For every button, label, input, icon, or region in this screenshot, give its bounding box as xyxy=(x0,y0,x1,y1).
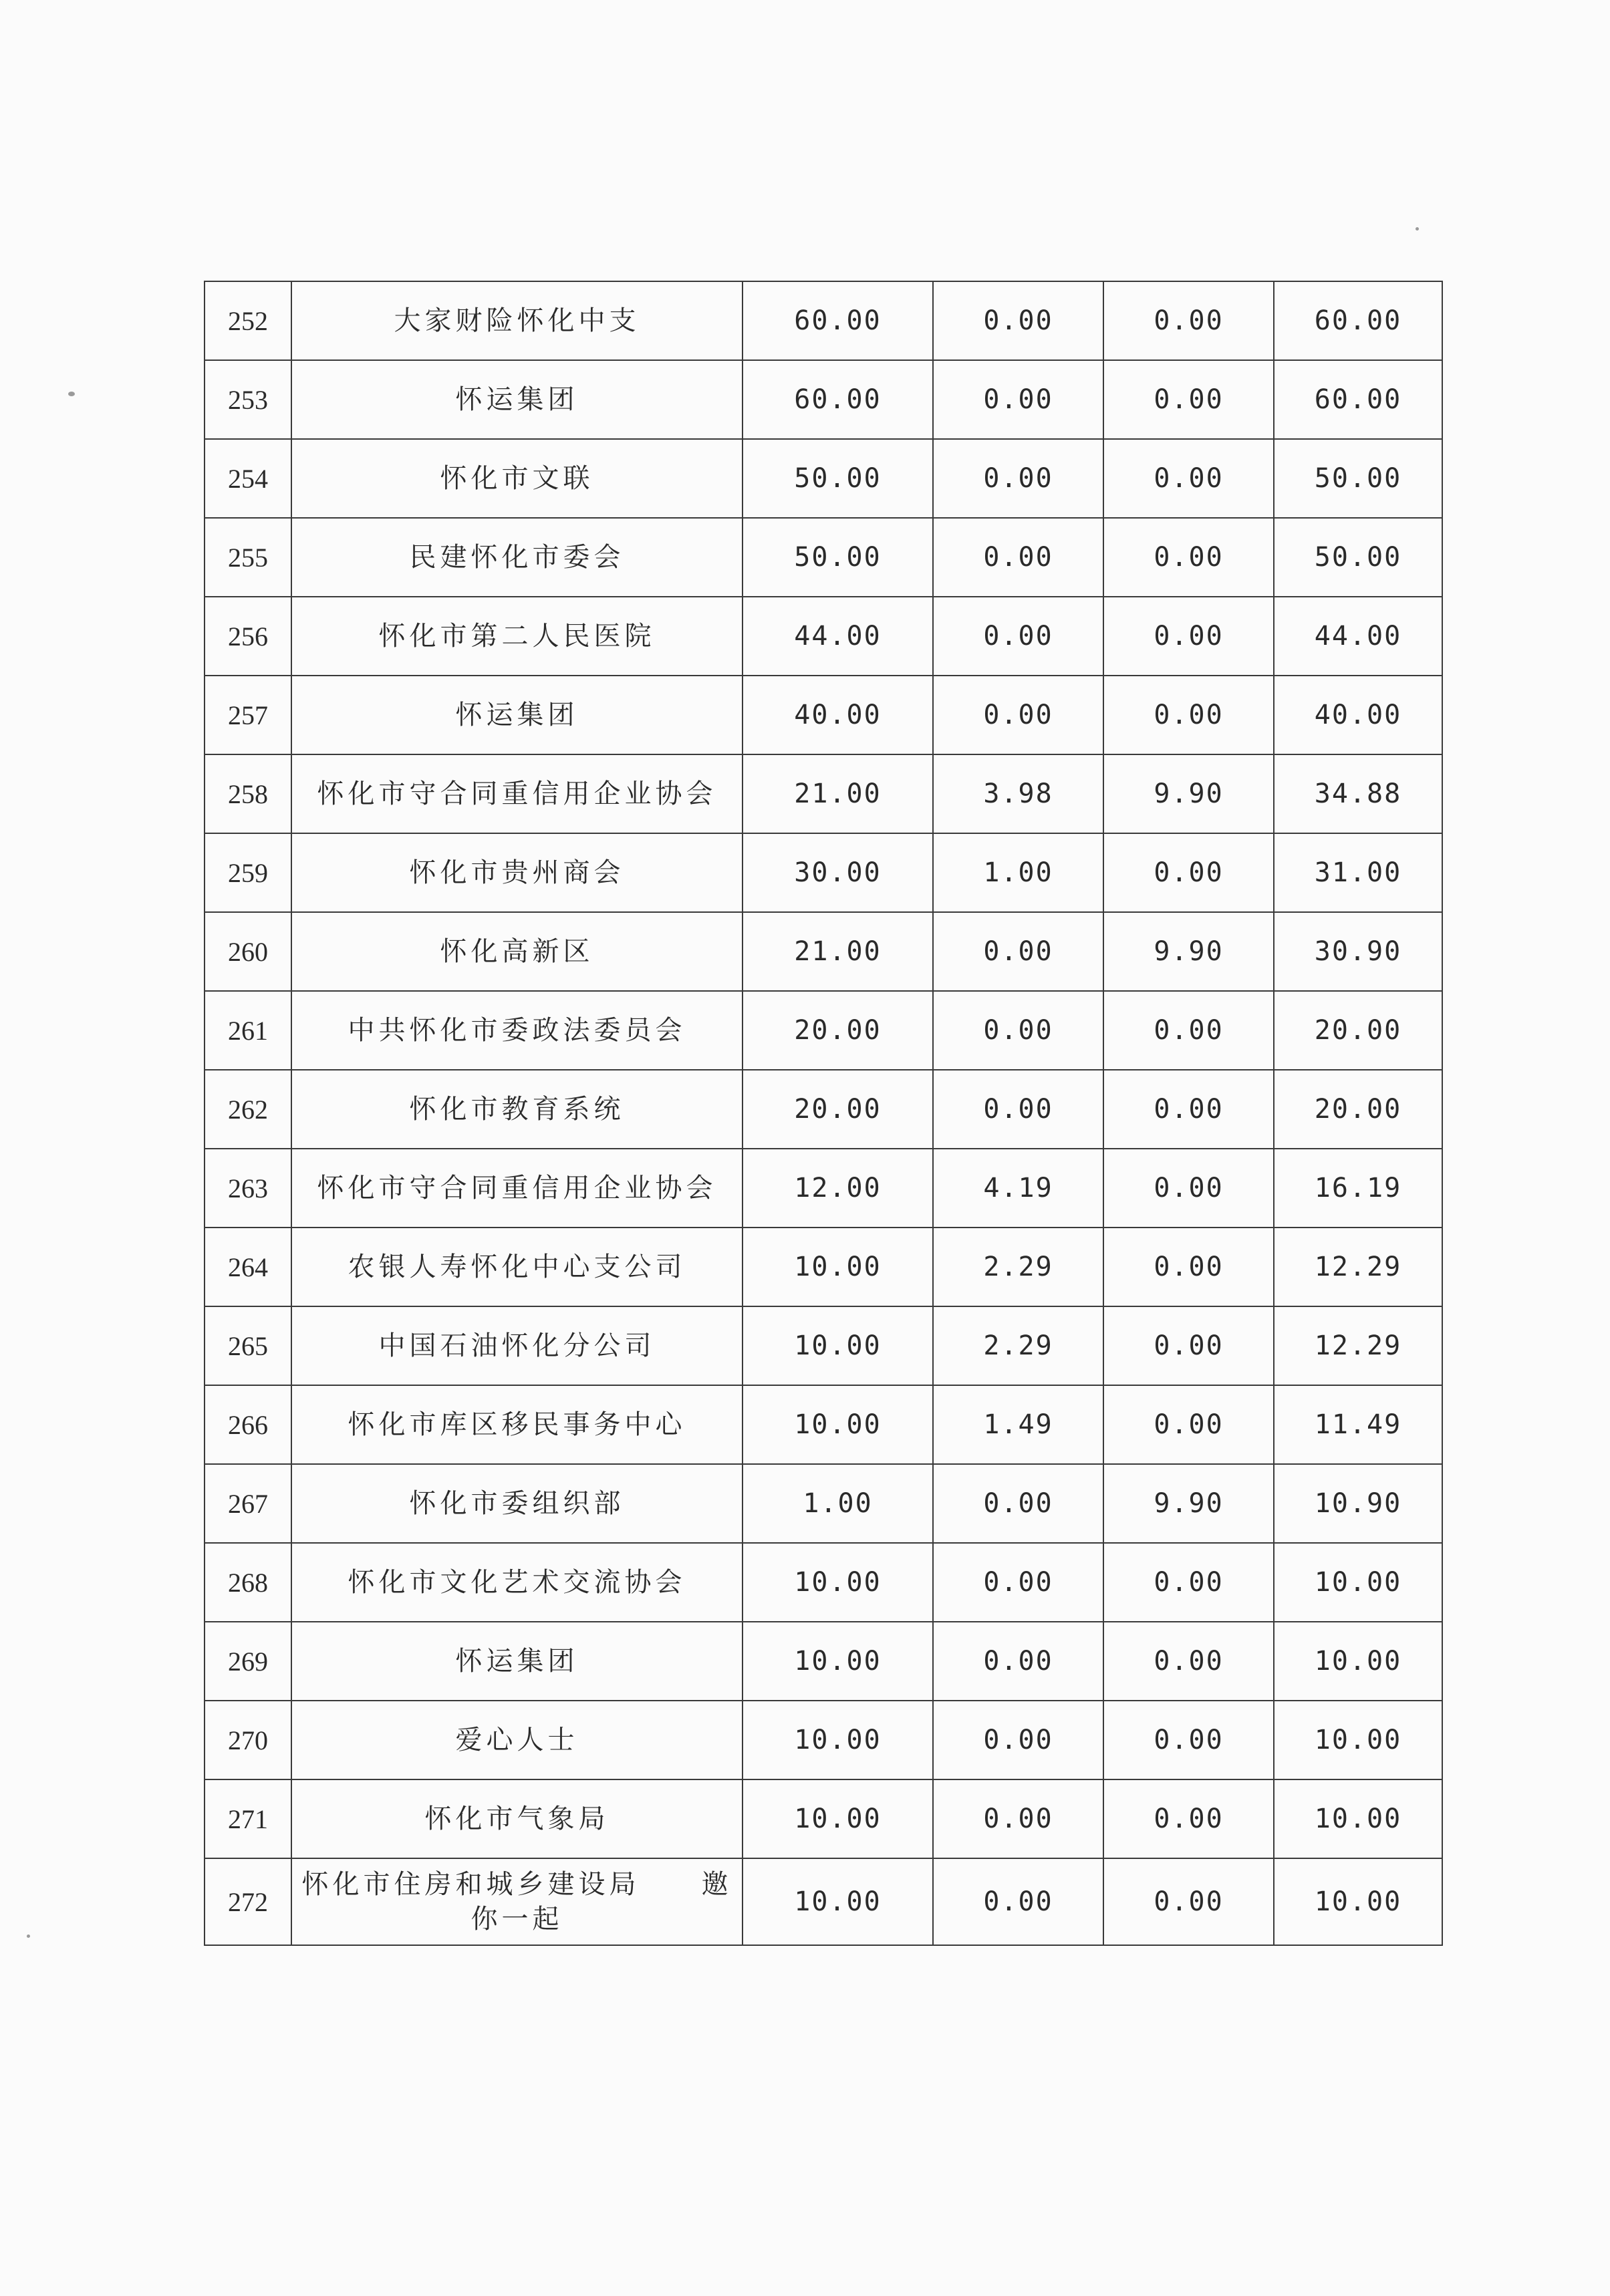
amount-cell: 0.00 xyxy=(933,597,1103,676)
amount-cell: 20.00 xyxy=(743,1070,933,1149)
scan-speck xyxy=(68,392,75,396)
row-number: 258 xyxy=(205,754,291,833)
amount-cell: 21.00 xyxy=(743,754,933,833)
amount-cell: 0.00 xyxy=(933,991,1103,1070)
amount-cell: 0.00 xyxy=(933,1070,1103,1149)
row-number: 253 xyxy=(205,360,291,439)
table-row xyxy=(205,281,1442,360)
amount-cell: 10.00 xyxy=(743,1858,933,1945)
donor-name: 爱心人士 xyxy=(291,1701,743,1779)
table-row xyxy=(205,1622,1442,1701)
total-cell: 20.00 xyxy=(1274,1070,1442,1149)
amount-cell: 0.00 xyxy=(1103,1070,1274,1149)
amount-cell: 0.00 xyxy=(933,439,1103,518)
amount-cell: 0.00 xyxy=(1103,281,1274,360)
row-number: 256 xyxy=(205,597,291,676)
row-number: 252 xyxy=(205,281,291,360)
amount-cell: 21.00 xyxy=(743,912,933,991)
total-cell: 20.00 xyxy=(1274,991,1442,1070)
donor-name: 怀化市守合同重信用企业协会 xyxy=(291,1149,743,1228)
amount-cell: 60.00 xyxy=(743,281,933,360)
table-row xyxy=(205,912,1442,991)
amount-cell: 0.00 xyxy=(1103,360,1274,439)
amount-cell: 0.00 xyxy=(933,1701,1103,1779)
table-row xyxy=(205,1070,1442,1149)
amount-cell: 9.90 xyxy=(1103,1464,1274,1543)
donor-name: 怀化高新区 xyxy=(291,912,743,991)
donor-name: 民建怀化市委会 xyxy=(291,518,743,597)
amount-cell: 0.00 xyxy=(1103,1701,1274,1779)
donor-name: 怀运集团 xyxy=(291,360,743,439)
amount-cell: 0.00 xyxy=(933,1858,1103,1945)
donor-name: 怀化市守合同重信用企业协会 xyxy=(291,754,743,833)
total-cell: 60.00 xyxy=(1274,281,1442,360)
amount-cell: 50.00 xyxy=(743,518,933,597)
donor-name: 怀运集团 xyxy=(291,676,743,754)
table-row xyxy=(205,1464,1442,1543)
total-cell: 10.00 xyxy=(1274,1543,1442,1622)
amount-cell: 0.00 xyxy=(1103,1858,1274,1945)
amount-cell: 40.00 xyxy=(743,676,933,754)
total-cell: 50.00 xyxy=(1274,518,1442,597)
scan-speck xyxy=(1416,227,1419,231)
amount-cell: 0.00 xyxy=(933,360,1103,439)
amount-cell: 0.00 xyxy=(1103,597,1274,676)
amount-cell: 0.00 xyxy=(933,676,1103,754)
table-row xyxy=(205,1701,1442,1779)
amount-cell: 10.00 xyxy=(743,1306,933,1385)
amount-cell: 10.00 xyxy=(743,1385,933,1464)
donor-name: 中共怀化市委政法委员会 xyxy=(291,991,743,1070)
total-cell: 31.00 xyxy=(1274,833,1442,912)
amount-cell: 0.00 xyxy=(933,518,1103,597)
total-cell: 10.00 xyxy=(1274,1779,1442,1858)
donor-name: 怀化市贵州商会 xyxy=(291,833,743,912)
table-row xyxy=(205,991,1442,1070)
amount-cell: 50.00 xyxy=(743,439,933,518)
amount-cell: 44.00 xyxy=(743,597,933,676)
amount-cell: 1.49 xyxy=(933,1385,1103,1464)
amount-cell: 0.00 xyxy=(933,1779,1103,1858)
row-number: 268 xyxy=(205,1543,291,1622)
table-row xyxy=(205,1779,1442,1858)
table-row xyxy=(205,833,1442,912)
amount-cell: 0.00 xyxy=(1103,676,1274,754)
amount-cell: 0.00 xyxy=(1103,1543,1274,1622)
amount-cell: 0.00 xyxy=(1103,439,1274,518)
row-number: 257 xyxy=(205,676,291,754)
donor-name: 怀化市住房和城乡建设局 邀你一起 xyxy=(291,1858,743,1945)
amount-cell: 12.00 xyxy=(743,1149,933,1228)
donor-name: 怀化市气象局 xyxy=(291,1779,743,1858)
total-cell: 16.19 xyxy=(1274,1149,1442,1228)
table-row xyxy=(205,597,1442,676)
table-row xyxy=(205,1149,1442,1228)
amount-cell: 0.00 xyxy=(1103,1622,1274,1701)
amount-cell: 3.98 xyxy=(933,754,1103,833)
table-row xyxy=(205,1385,1442,1464)
amount-cell: 30.00 xyxy=(743,833,933,912)
amount-cell: 2.29 xyxy=(933,1228,1103,1306)
amount-cell: 60.00 xyxy=(743,360,933,439)
amount-cell: 0.00 xyxy=(933,1464,1103,1543)
total-cell: 10.00 xyxy=(1274,1701,1442,1779)
amount-cell: 1.00 xyxy=(933,833,1103,912)
table-row xyxy=(205,754,1442,833)
amount-cell: 9.90 xyxy=(1103,912,1274,991)
amount-cell: 0.00 xyxy=(1103,1149,1274,1228)
table-row xyxy=(205,439,1442,518)
row-number: 255 xyxy=(205,518,291,597)
amount-cell: 20.00 xyxy=(743,991,933,1070)
donor-name: 农银人寿怀化中心支公司 xyxy=(291,1228,743,1306)
total-cell: 30.90 xyxy=(1274,912,1442,991)
row-number: 259 xyxy=(205,833,291,912)
row-number: 264 xyxy=(205,1228,291,1306)
total-cell: 40.00 xyxy=(1274,676,1442,754)
total-cell: 11.49 xyxy=(1274,1385,1442,1464)
amount-cell: 0.00 xyxy=(1103,833,1274,912)
total-cell: 50.00 xyxy=(1274,439,1442,518)
row-number: 263 xyxy=(205,1149,291,1228)
amount-cell: 0.00 xyxy=(933,1622,1103,1701)
donation-table xyxy=(204,281,1443,1946)
amount-cell: 0.00 xyxy=(1103,991,1274,1070)
total-cell: 10.90 xyxy=(1274,1464,1442,1543)
table-row xyxy=(205,518,1442,597)
amount-cell: 2.29 xyxy=(933,1306,1103,1385)
amount-cell: 10.00 xyxy=(743,1622,933,1701)
row-number: 261 xyxy=(205,991,291,1070)
donor-name: 怀化市文化艺术交流协会 xyxy=(291,1543,743,1622)
donor-name: 怀化市教育系统 xyxy=(291,1070,743,1149)
table-row xyxy=(205,676,1442,754)
row-number: 270 xyxy=(205,1701,291,1779)
donor-name: 怀化市第二人民医院 xyxy=(291,597,743,676)
table-row xyxy=(205,1543,1442,1622)
row-number: 266 xyxy=(205,1385,291,1464)
amount-cell: 0.00 xyxy=(1103,518,1274,597)
donor-name: 中国石油怀化分公司 xyxy=(291,1306,743,1385)
total-cell: 10.00 xyxy=(1274,1622,1442,1701)
donor-name: 大家财险怀化中支 xyxy=(291,281,743,360)
donor-name: 怀化市文联 xyxy=(291,439,743,518)
scan-speck xyxy=(27,1934,30,1938)
amount-cell: 10.00 xyxy=(743,1701,933,1779)
amount-cell: 0.00 xyxy=(933,281,1103,360)
total-cell: 60.00 xyxy=(1274,360,1442,439)
amount-cell: 4.19 xyxy=(933,1149,1103,1228)
amount-cell: 0.00 xyxy=(933,1543,1103,1622)
amount-cell: 9.90 xyxy=(1103,754,1274,833)
amount-cell: 10.00 xyxy=(743,1543,933,1622)
amount-cell: 1.00 xyxy=(743,1464,933,1543)
total-cell: 12.29 xyxy=(1274,1306,1442,1385)
total-cell: 34.88 xyxy=(1274,754,1442,833)
row-number: 254 xyxy=(205,439,291,518)
total-cell: 12.29 xyxy=(1274,1228,1442,1306)
row-number: 267 xyxy=(205,1464,291,1543)
amount-cell: 0.00 xyxy=(1103,1385,1274,1464)
amount-cell: 0.00 xyxy=(1103,1306,1274,1385)
table-row xyxy=(205,1228,1442,1306)
row-number: 271 xyxy=(205,1779,291,1858)
row-number: 262 xyxy=(205,1070,291,1149)
amount-cell: 0.00 xyxy=(1103,1779,1274,1858)
table-row xyxy=(205,1858,1442,1945)
total-cell: 10.00 xyxy=(1274,1858,1442,1945)
donor-name: 怀化市委组织部 xyxy=(291,1464,743,1543)
row-number: 272 xyxy=(205,1858,291,1945)
donor-name: 怀运集团 xyxy=(291,1622,743,1701)
amount-cell: 0.00 xyxy=(933,912,1103,991)
row-number: 265 xyxy=(205,1306,291,1385)
amount-cell: 10.00 xyxy=(743,1779,933,1858)
donor-name: 怀化市库区移民事务中心 xyxy=(291,1385,743,1464)
donation-table-body xyxy=(205,281,1442,1945)
amount-cell: 10.00 xyxy=(743,1228,933,1306)
row-number: 260 xyxy=(205,912,291,991)
table-row xyxy=(205,1306,1442,1385)
row-number: 269 xyxy=(205,1622,291,1701)
total-cell: 44.00 xyxy=(1274,597,1442,676)
amount-cell: 0.00 xyxy=(1103,1228,1274,1306)
table-row xyxy=(205,360,1442,439)
